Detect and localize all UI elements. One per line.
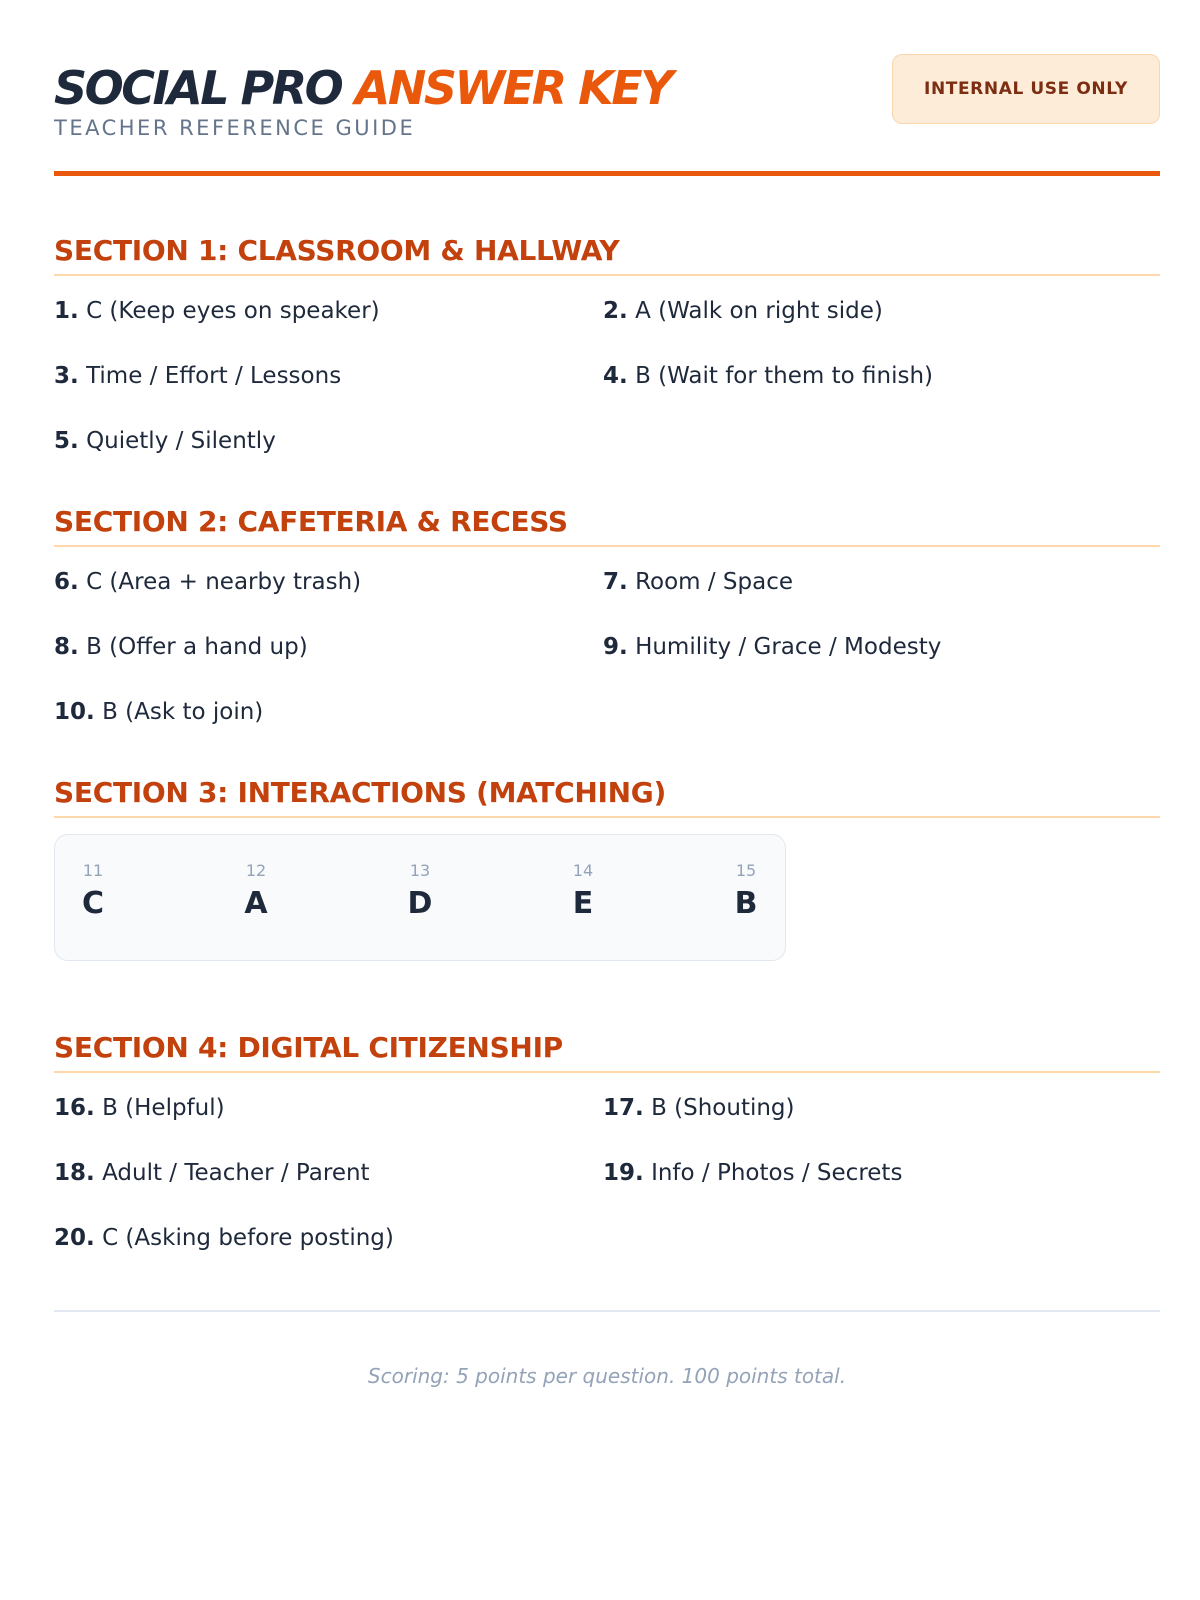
matching-letter: C: [81, 886, 105, 921]
answer-text: Room / Space: [635, 569, 794, 595]
answer-text: Quietly / Silently: [86, 428, 276, 454]
answer-item: [603, 361, 933, 391]
matching-item: [390, 861, 450, 923]
answer-text: Humility / Grace / Modesty: [635, 634, 942, 660]
section-3-title: SECTION 3: INTERACTIONS (MATCHING): [54, 776, 1160, 818]
matching-item: [226, 861, 286, 923]
answer-text: C (Area + nearby trash): [86, 569, 362, 595]
matching-letter: E: [572, 886, 594, 921]
answer-text: A (Walk on right side): [635, 298, 883, 324]
scoring-note: Scoring: 5 points per question. 100 points total.: [367, 1364, 847, 1388]
answer-number: 17.: [603, 1095, 644, 1121]
answer-number: 20.: [54, 1225, 95, 1251]
answer-text: Adult / Teacher / Parent: [102, 1160, 370, 1186]
answer-number: 1.: [54, 298, 79, 324]
answer-number: 4.: [603, 363, 628, 389]
answer-number: 16.: [54, 1095, 95, 1121]
matching-number: 15: [735, 861, 757, 880]
matching-number: 11: [82, 861, 104, 880]
answer-number: 18.: [54, 1160, 95, 1186]
answer-number: 5.: [54, 428, 79, 454]
section-1-title: SECTION 1: CLASSROOM & HALLWAY: [54, 234, 1160, 276]
matching-number: 12: [245, 861, 267, 880]
answer-number: 10.: [54, 699, 95, 725]
answer-item: [603, 1093, 795, 1123]
answer-number: 2.: [603, 298, 628, 324]
answer-text: B (Ask to join): [102, 699, 264, 725]
matching-item: [716, 861, 776, 923]
answer-item: [54, 361, 341, 391]
header-divider: [54, 171, 1160, 176]
matching-letter: D: [407, 886, 433, 921]
answer-number: 19.: [603, 1160, 644, 1186]
answer-text: B (Helpful): [102, 1095, 225, 1121]
answer-item: [54, 1158, 370, 1188]
answer-item: [603, 567, 793, 597]
matching-item: [63, 861, 123, 923]
answer-item: [54, 1093, 225, 1123]
answer-number: 7.: [603, 569, 628, 595]
answer-number: 3.: [54, 363, 79, 389]
page-header: [54, 54, 1160, 174]
matching-answers-box: [54, 834, 786, 961]
answer-item: [603, 1158, 902, 1188]
answer-item: [603, 632, 941, 662]
section-2-title: SECTION 2: CAFETERIA & RECESS: [54, 505, 1160, 547]
answer-number: 9.: [603, 634, 628, 660]
matching-letter: B: [734, 886, 758, 921]
matching-number: 14: [572, 861, 594, 880]
answer-text: Time / Effort / Lessons: [86, 363, 342, 389]
answer-text: C (Keep eyes on speaker): [86, 298, 380, 324]
answer-text: B (Offer a hand up): [86, 634, 308, 660]
answer-text: Info / Photos / Secrets: [651, 1160, 903, 1186]
answer-number: 6.: [54, 569, 79, 595]
answer-text: B (Wait for them to finish): [635, 363, 933, 389]
answer-item: [54, 632, 308, 662]
answer-item: [603, 296, 883, 326]
matching-item: [553, 861, 613, 923]
matching-number: 13: [409, 861, 431, 880]
answer-item: [54, 697, 263, 727]
answer-item: [54, 1223, 394, 1253]
answer-item: [54, 426, 276, 456]
title-part-answer-key: ANSWER KEY: [354, 61, 672, 115]
page-title: [54, 60, 671, 116]
page-subtitle: TEACHER REFERENCE GUIDE: [54, 116, 416, 140]
internal-use-badge: INTERNAL USE ONLY: [892, 54, 1160, 124]
answer-item: [54, 296, 380, 326]
section-4-title: SECTION 4: DIGITAL CITIZENSHIP: [54, 1031, 1160, 1073]
answer-text: B (Shouting): [651, 1095, 795, 1121]
title-part-social-pro: SOCIAL PRO: [54, 61, 342, 115]
footer-divider: [54, 1310, 1160, 1312]
answer-text: C (Asking before posting): [102, 1225, 394, 1251]
matching-letter: A: [244, 886, 268, 921]
answer-number: 8.: [54, 634, 79, 660]
answer-item: [54, 567, 361, 597]
